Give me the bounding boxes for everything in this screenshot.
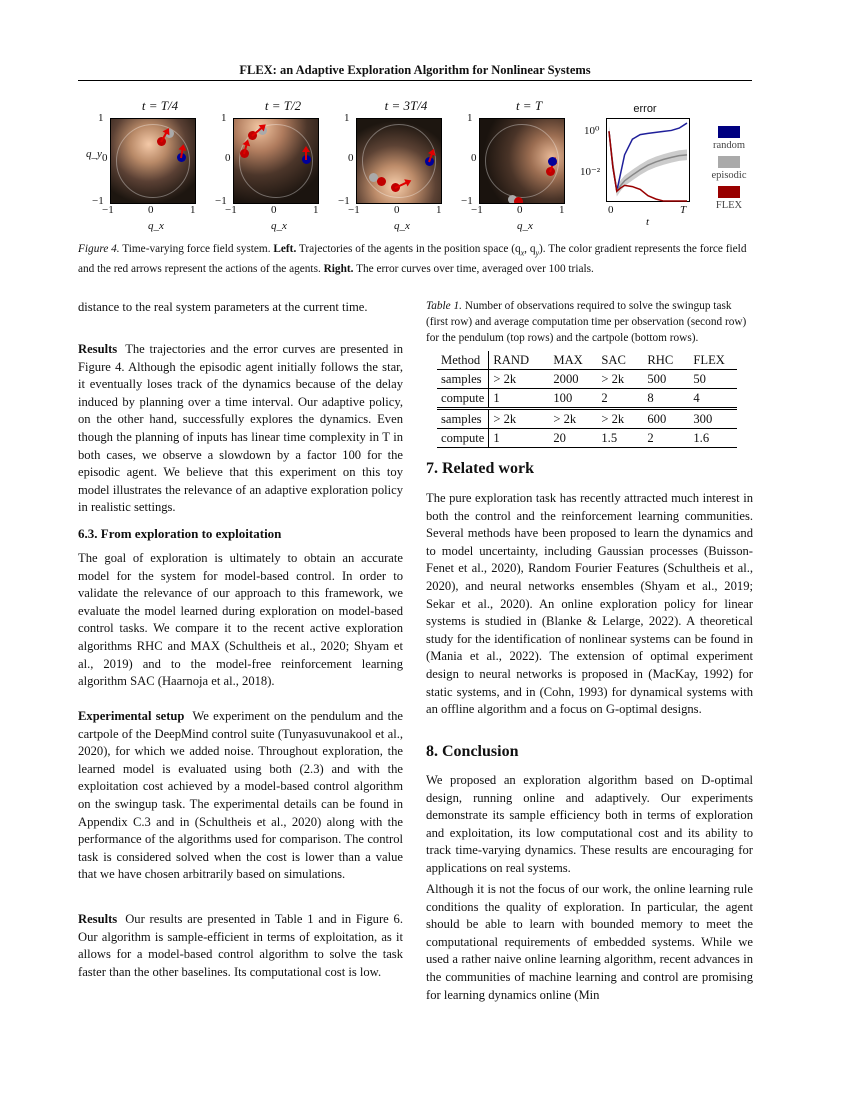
figure-caption (78, 241, 758, 277)
running-head: FLEX: an Adaptive Exploration Algorithm for Nonlinear Systems (239, 63, 591, 77)
legend-swatch-episodic (718, 156, 740, 168)
x-axis-label: t (646, 216, 650, 228)
y-tick: 0 (471, 152, 477, 164)
action-arrow (305, 150, 307, 160)
table-cell: > 2k (597, 370, 643, 389)
y-tick: −1 (461, 195, 473, 207)
table-cell: 1.6 (689, 429, 737, 448)
caption-text: The error curves over time, averaged over 100 trials. (353, 263, 594, 276)
x-tick: −1 (102, 204, 114, 216)
x-tick: 1 (190, 204, 196, 216)
table-caption-label: Table 1. (426, 300, 462, 312)
x-axis-label: q_x (517, 220, 533, 232)
error-chart-panel (574, 98, 694, 230)
table-row (437, 370, 737, 389)
table-cell: 600 (643, 409, 689, 429)
results-table (437, 351, 737, 448)
runin-heading: Experimental setup (78, 709, 185, 723)
force-field-plot (479, 118, 565, 204)
table-cell: > 2k (489, 409, 550, 429)
x-axis-label: q_x (148, 220, 164, 232)
random-agent-marker (548, 157, 557, 166)
x-tick: 1 (313, 204, 319, 216)
final-paragraph (426, 881, 753, 1004)
x-tick: −1 (471, 204, 483, 216)
legend-label: episodic (711, 170, 747, 181)
left-results-paragraph (78, 341, 403, 517)
section-heading-related-work: 7. Related work (426, 460, 534, 477)
paragraph: The pure exploration task has recently attracted much interest in both the control and the reinforcement learning communities. Several methods have been proposed to learn the dynamics and to model uncertainty, including Gaussian processes (Buisson-Fenet et al., 2020), Random Fourier Features (Schultheis et al., 2020), and neural networks ensembles (Shyam et al., 2019; Sekar et al., 2020). An online exploration policy for linear systems is studied in (Blanke & Lelarge, 2022). A theoretical study for the identification of nonlinear systems can be found in (Mania et al., 2022). The extension of optimal experiment design to neural networks is proposed in (MacKay, 1992) for static systems, and in (Cohn, 1993) for dynamical systems with an offline algorithm and a focus on G-optimal designs. (426, 491, 753, 717)
panel-title: t = T (515, 98, 543, 113)
conclusion-paragraph (426, 772, 753, 878)
paragraph: distance to the real system parameters at the current time. (78, 300, 368, 314)
table-cell: 8 (643, 389, 689, 409)
table-caption (426, 298, 753, 346)
y-tick: 10⁰ (584, 125, 600, 137)
y-tick: 0 (225, 152, 231, 164)
paragraph-text: Our results are presented in Table 1 and in Figure 6. Our algorithm is sample-efficient in terms of exploitation, as it allows for a model-based control algorithm to solve the task faster than the other baselines. Its computational cost is low. (78, 912, 403, 979)
y-tick: −1 (215, 195, 227, 207)
error-curves-plot (606, 118, 690, 202)
table-cell: > 2k (597, 409, 643, 429)
y-tick: 10⁻² (580, 166, 601, 178)
table-row (437, 389, 737, 409)
left-results2-paragraph (78, 911, 403, 981)
y-tick: 0 (348, 152, 354, 164)
panel-title: t = 3T/4 (384, 98, 428, 113)
x-tick: −1 (348, 204, 360, 216)
table-caption-text: Number of observations required to solve the swingup task (first row) and average computation time per observation (second row) for the pendulum (top rows) and the cartpole (bottom rows). (426, 300, 747, 344)
x-tick: 1 (436, 204, 442, 216)
left-exp-paragraph (78, 708, 403, 884)
legend-swatch-flex (718, 186, 740, 198)
table-cell: 50 (689, 370, 737, 389)
related-work-paragraph (426, 490, 753, 719)
table-cell: > 2k (489, 370, 550, 389)
table-cell: samples (437, 409, 489, 429)
y-tick: 1 (344, 112, 350, 124)
panel-title: t = T/4 (141, 98, 179, 113)
left-para-continuation (78, 299, 403, 317)
legend-label: random (712, 140, 746, 151)
table-cell: 20 (549, 429, 597, 448)
y-tick: −1 (338, 195, 350, 207)
table-cell: 1 (489, 429, 550, 448)
caption-bold: Right. (323, 263, 354, 276)
table-cell: 2000 (549, 370, 597, 389)
table-cell: 4 (689, 389, 737, 409)
y-tick: 1 (98, 112, 104, 124)
legend (704, 122, 760, 222)
x-tick: T (680, 204, 687, 216)
table-row (437, 409, 737, 429)
table-cell: 300 (689, 409, 737, 429)
force-field-plot (110, 118, 196, 204)
table-cell: > 2k (549, 409, 597, 429)
table-header-row (437, 351, 737, 370)
table-cell: 2 (643, 429, 689, 448)
y-tick: 1 (467, 112, 473, 124)
table-cell: samples (437, 370, 489, 389)
table-cell: compute (437, 389, 489, 409)
legend-label: FLEX (715, 200, 743, 211)
table-header-cell: MAX (549, 351, 597, 370)
paragraph: The goal of exploration is ultimately to obtain an accurate model for the system for model-based control. In order to validate the relevance of our approach to this framework, we evaluate the model learned during exploration on model-based control tasks. We compare it to the recent active exploration algorithms RHC and MAX (Schultheis et al., 2020; Shyam et al., 2019) and to the model-free reinforcement learning algorithm SAC (Haarnoja et al., 2018). (78, 551, 403, 689)
x-axis-label: q_x (394, 220, 410, 232)
y-tick: 0 (102, 152, 108, 164)
caption-sub: x (520, 248, 525, 258)
x-tick: 0 (148, 204, 154, 216)
caption-label: Figure 4. (78, 243, 120, 255)
flex-agent-marker (514, 197, 523, 204)
x-tick: 0 (608, 204, 614, 216)
caption-text: Trajectories of the agents in the position space (q (296, 243, 521, 255)
table-header-cell: RHC (643, 351, 689, 370)
table-row (437, 429, 737, 448)
force-field-plot (356, 118, 442, 204)
caption-sub: y (535, 248, 540, 258)
caption-text: ). The color gradient represents the force field and the red arrows represent the actions of the agents. (78, 243, 747, 276)
table-header-cell: Method (437, 351, 489, 370)
y-tick: −1 (92, 195, 104, 207)
error-chart-title: error (633, 103, 657, 115)
paragraph-text: The trajectories and the error curves are presented in Figure 4. Although the episodic agent initially follows the star, it eventually loses track of the dynamics because of the delay induced by planning over a time interval. Our adaptive policy, on the other hand, successfully explores the dynamics. Even though the planning of inputs has linear time complexity in T in both cases, we observe a slowdown by a factor 100 for the episodic agent. We believe that this experiment on this toy model illustrates the relevance of an adaptive exploration policy in realistic settings. (78, 342, 403, 515)
force-field-plot (233, 118, 319, 204)
x-tick: 0 (271, 204, 277, 216)
caption-text: , q (524, 243, 536, 255)
x-tick: 0 (394, 204, 400, 216)
y-tick: 1 (221, 112, 227, 124)
x-axis-label: q_x (271, 220, 287, 232)
flex-agent-marker (377, 177, 386, 186)
table-cell: 2 (597, 389, 643, 409)
paragraph-text: We experiment on the pendulum and the cartpole of the DeepMind control suite (Tunyasuvunakool et al., 2020), for which we added noise. Throughout exploration, the learned model is evaluated using both (2.3) and with the exploitation cost achieved by a model-based control algorithm on the swingup task. The experimental details can be found in Appendix C.3 and in (Schultheis et al., 2020) along with the performance of the algorithms used for comparison. The control task is considered solved when the cost is lower than a value that we have chosen arbitrarily based on simulations. (78, 709, 403, 882)
table-cell: 500 (643, 370, 689, 389)
table-header-cell: SAC (597, 351, 643, 370)
table-header-cell: FLEX (689, 351, 737, 370)
header-rule (78, 80, 752, 81)
figure-4 (78, 98, 758, 230)
table-cell: compute (437, 429, 489, 448)
section-heading-conclusion: 8. Conclusion (426, 743, 519, 760)
runin-heading: Results (78, 912, 118, 926)
x-tick: 0 (517, 204, 523, 216)
table-cell: 1 (489, 389, 550, 409)
runin-heading: Results (78, 342, 118, 356)
panel-title: t = T/2 (264, 98, 302, 113)
subsection-heading: 6.3. From exploration to exploitation (78, 526, 282, 541)
x-tick: 1 (559, 204, 565, 216)
paragraph: We proposed an exploration algorithm based on D-optimal design, running online and adaptively. Our experiments demonstrate its sample efficiency both in terms of exploration and exploitation, its low computational cost and its ability to track time-varying dynamics. These results are encouraging for applications on real systems. (426, 773, 753, 875)
caption-bold: Left. (273, 243, 297, 255)
paragraph: Although it is not the focus of our work, the online learning rule conditions the quality of exploration. In particular, the agent should be able to learn with bounded memory to meet the computational requirements of embedded systems. While we used a rather naive online learning algorithm, recent advances in the communities of machine learning and control are promising for learning dynamics online (Min (426, 882, 753, 1002)
x-tick: −1 (225, 204, 237, 216)
caption-text: Time-varying force field system. (119, 243, 274, 255)
table-cell: 1.5 (597, 429, 643, 448)
left-goal-paragraph (78, 550, 403, 691)
y-axis-label: q_y (86, 148, 102, 160)
table-header-cell: RAND (489, 351, 550, 370)
legend-swatch-random (718, 126, 740, 138)
table-cell: 100 (549, 389, 597, 409)
